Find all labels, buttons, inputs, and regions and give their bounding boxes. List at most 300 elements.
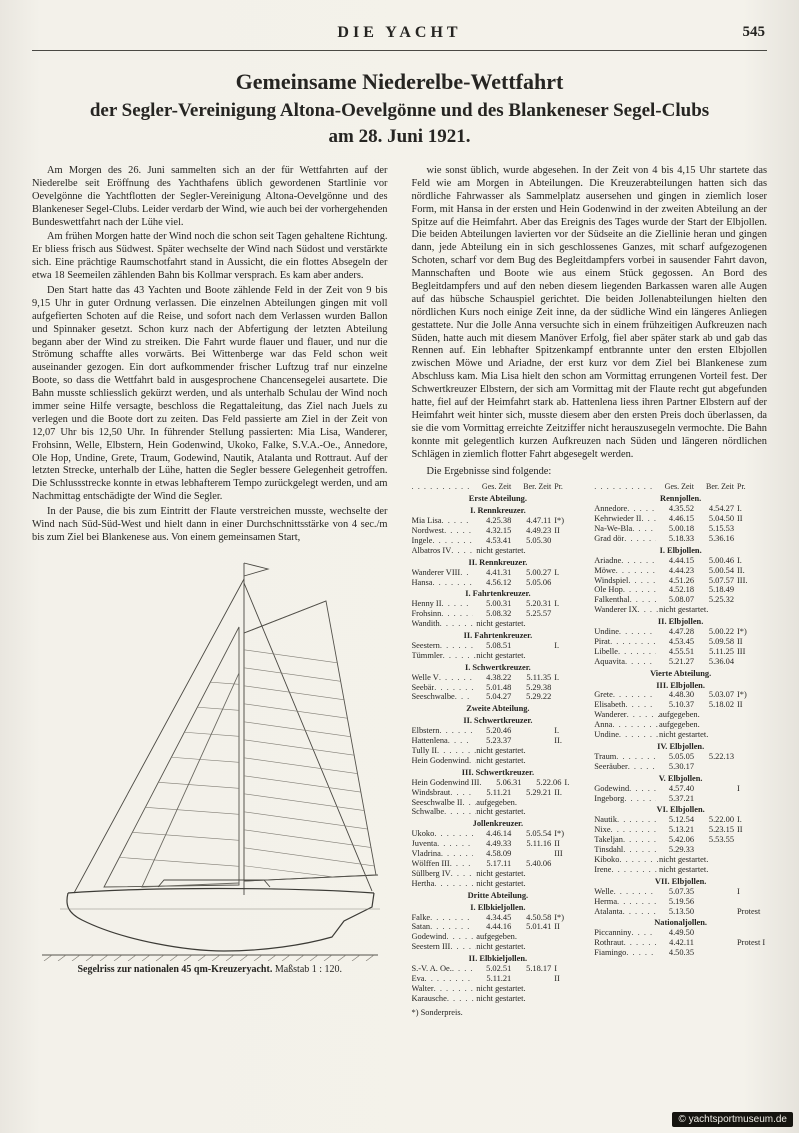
- dot-leader: [434, 984, 477, 994]
- results-footnote: *) Sonderpreis.: [411, 1007, 463, 1017]
- result-row: [412, 673, 585, 683]
- article-title-line1: Gemeinsame Niederelbe-Wettfahrt: [235, 69, 564, 94]
- result-row: [594, 938, 767, 948]
- dot-leader: [425, 974, 474, 984]
- right-column-text: [412, 165, 768, 461]
- ges-zeit-value: 4.38.22: [486, 672, 512, 682]
- boat-name: Karausche: [411, 993, 447, 1003]
- ges-zeit-value: 4.58.09: [486, 849, 512, 859]
- boat-name: Wanderer VIII: [411, 567, 461, 577]
- prize-value: I.: [564, 777, 570, 787]
- yacht-figure: [32, 553, 388, 976]
- dot-leader: [624, 938, 656, 948]
- dot-leader: [627, 504, 656, 514]
- ber-zeit-value: 4.47.11: [526, 516, 552, 526]
- dot-leader: [451, 869, 477, 879]
- result-note: nicht gestartet.: [476, 993, 526, 1003]
- result-row: [412, 788, 585, 798]
- boat-name: Ingele: [411, 535, 433, 545]
- result-row: [412, 798, 585, 808]
- ber-zeit-value: 5.07.57: [708, 575, 734, 585]
- prize-value: I: [737, 783, 740, 793]
- boat-name: Windspiel: [594, 575, 629, 585]
- ges-zeit-value: 4.25.38: [486, 516, 512, 526]
- boat-name: S.-V. A. Oe.: [411, 964, 452, 974]
- ges-zeit-value: 5.30.17: [668, 761, 694, 771]
- dot-leader: [443, 651, 477, 661]
- ges-zeit-value: 4.56.12: [486, 577, 512, 587]
- dot-leader: [610, 637, 656, 647]
- boat-name: Mia Lisa: [411, 516, 442, 526]
- result-note: nicht gestartet.: [476, 746, 526, 756]
- boat-name: Ole Hop: [594, 585, 623, 595]
- result-row: [594, 762, 767, 772]
- boat-name: Aquavita: [594, 656, 625, 666]
- result-row: [594, 730, 767, 740]
- ges-zeit-value: 4.34.45: [486, 912, 512, 922]
- result-section-heading: III. Elbjollen.: [656, 680, 705, 690]
- ges-zeit-value: 4.44.15: [668, 555, 694, 565]
- result-note: nicht gestartet.: [659, 605, 709, 615]
- boat-name: Undine: [594, 730, 619, 740]
- result-row: [594, 825, 767, 835]
- ber-zeit-value: 5.29.38: [526, 682, 552, 692]
- result-row: [412, 536, 585, 546]
- boat-name: Nautik: [594, 815, 618, 825]
- ges-zeit-value: 5.00.18: [668, 523, 694, 533]
- ges-zeit-value: 4.49.33: [486, 839, 512, 849]
- right-column: [412, 165, 768, 1018]
- ber-zeit-value: 5.18.49: [708, 585, 734, 595]
- prize-value: I*): [554, 516, 565, 526]
- ges-zeit-value: 5.01.48: [486, 682, 512, 692]
- ber-zeit-value: 4.49.23: [526, 525, 552, 535]
- boat-name: Rothraut: [594, 938, 624, 948]
- figure-caption-scale: Maßstab 1 : 120.: [274, 963, 343, 975]
- dot-leader: [460, 568, 473, 578]
- ges-zeit-value: 5.08.07: [668, 595, 694, 605]
- result-section-heading: Erste Abteilung.: [468, 494, 527, 504]
- result-row: [594, 524, 767, 534]
- ber-zeit-value: 5.25.32: [708, 595, 734, 605]
- ges-zeit-value: 5.29.33: [668, 845, 694, 855]
- dot-leader: [442, 516, 474, 526]
- result-section-heading: V. Elbjollen.: [658, 773, 703, 783]
- result-row: [412, 726, 585, 736]
- result-note: nicht gestartet.: [476, 878, 526, 888]
- ges-zeit-value: 5.08.51: [486, 640, 512, 650]
- dot-leader: [616, 752, 656, 762]
- result-section-heading: Vierte Abteilung.: [650, 668, 712, 678]
- ges-zeit-value: 4.48.30: [668, 690, 694, 700]
- dot-leader: [434, 829, 473, 839]
- result-section-heading: Jollenkreuzer.: [472, 819, 524, 829]
- results-column-right: [594, 482, 767, 1017]
- result-note: aufgegeben.: [659, 720, 700, 730]
- result-row: [412, 599, 585, 609]
- ges-zeit-value: 5.13.21: [668, 825, 694, 835]
- boat-name: Tümmler: [411, 650, 443, 660]
- boat-name: Schwalbe: [411, 807, 445, 817]
- ber-zeit-value: 5.11.16: [526, 839, 552, 849]
- ges-zeit-value: 4.57.40: [668, 783, 694, 793]
- result-row: [412, 839, 585, 849]
- result-row: [594, 637, 767, 647]
- prize-value: I: [737, 886, 740, 896]
- result-row: [594, 710, 767, 720]
- result-section-heading: I. Fahrtenkreuzer.: [465, 589, 531, 599]
- boat-name: Godewind: [411, 932, 447, 942]
- ber-zeit-value: 5.00.46: [708, 555, 734, 565]
- boat-name: Wandith: [411, 619, 440, 629]
- result-note: nicht gestartet.: [476, 545, 526, 555]
- prize-value: I.: [737, 555, 742, 565]
- dot-leader: [612, 720, 659, 730]
- result-row: [412, 526, 585, 536]
- boat-name: Seeschwalbe: [411, 692, 455, 702]
- boat-name: Seestern III: [411, 942, 451, 952]
- ber-zeit-value: 4.54.27: [708, 504, 734, 514]
- dot-leader: [444, 526, 473, 536]
- boat-name: Falke: [411, 912, 431, 922]
- pr-header: Pr.: [737, 482, 746, 492]
- ber-zeit-value: 5.29.22: [526, 692, 552, 702]
- ges-zeit-value: 4.32.15: [486, 525, 512, 535]
- ges-zeit-value: 4.53.45: [668, 636, 694, 646]
- dot-leader: [627, 710, 659, 720]
- prize-value: I.: [554, 672, 560, 682]
- ges-zeit-value: 4.46.14: [486, 829, 512, 839]
- prize-value: Protest I: [737, 938, 766, 948]
- dot-leader: [452, 964, 473, 974]
- boat-name: Welle: [594, 886, 614, 896]
- prize-value: II: [554, 525, 560, 535]
- ber-zeit-value: 5.11.35: [526, 672, 552, 682]
- dot-leader: [619, 730, 659, 740]
- result-row: [594, 504, 767, 514]
- boat-name: Libelle: [594, 646, 618, 656]
- result-section-heading: Dritte Abteilung.: [467, 890, 529, 900]
- results-intro: Die Ergebnisse sind folgende:: [426, 466, 552, 478]
- result-row: [594, 907, 767, 917]
- ber-zeit-value: 5.15.53: [708, 523, 734, 533]
- ges-zeit-value: 4.35.52: [668, 504, 694, 514]
- dot-leader: [442, 599, 474, 609]
- boat-name: Tinsdahl: [594, 845, 624, 855]
- result-row: [594, 534, 767, 544]
- ber-zeit-value: 5.22.00: [708, 815, 734, 825]
- ges-zeit-value: 5.07.35: [668, 886, 694, 896]
- boat-name: Godewind: [594, 783, 630, 793]
- boat-name: Grete: [594, 690, 613, 700]
- ges-zeit-value: 5.21.27: [668, 656, 694, 666]
- article-title-line2: der Segler-Vereinigung Altona-Oevelgönne und des Blankeneser Segel-Clubs: [89, 99, 710, 121]
- boat-name: Anna: [594, 720, 613, 730]
- dot-leader: [440, 619, 477, 629]
- result-row: [594, 784, 767, 794]
- results-column-header: [594, 482, 767, 492]
- prize-value: II.: [554, 736, 562, 746]
- prize-value: I*): [554, 829, 565, 839]
- boat-name: Wanderer IX: [594, 605, 638, 615]
- result-row: [412, 849, 585, 859]
- result-row: [594, 794, 767, 804]
- result-note: nicht gestartet.: [476, 755, 526, 765]
- ges-zeit-value: 4.44.23: [668, 565, 694, 575]
- ges-zeit-value: 4.55.51: [668, 646, 694, 656]
- dot-leader: [430, 922, 473, 932]
- dot-leader: [441, 609, 473, 619]
- ges-zeit-header: Ges. Zeit: [481, 482, 512, 492]
- dot-leader: [625, 657, 656, 667]
- boat-name: Seestern: [411, 640, 440, 650]
- ges-zeit-value: 5.11.21: [486, 787, 512, 797]
- result-section-heading: Zweite Abteilung.: [466, 704, 530, 714]
- boat-name: Ingeborg: [594, 793, 625, 803]
- ber-zeit-value: 5.36.04: [708, 656, 734, 666]
- result-section-heading: II. Rennkreuzer.: [468, 557, 528, 567]
- results-column-left: [412, 482, 585, 1017]
- result-row: [594, 514, 767, 524]
- results-tables: [412, 482, 768, 1017]
- result-section-heading: Nationaljollen.: [654, 918, 708, 928]
- result-row: [412, 516, 585, 526]
- ges-zeit-value: 4.51.26: [668, 575, 694, 585]
- ges-zeit-value: 5.37.21: [668, 793, 694, 803]
- pr-header: Pr.: [554, 482, 563, 492]
- boat-name: Hein Godenwind: [411, 755, 469, 765]
- dot-leader: [439, 673, 473, 683]
- boat-name: Na-We-Bla: [594, 523, 633, 533]
- dot-leader: [628, 576, 656, 586]
- paragraph: wie sonst üblich, wurde abgesehen. In der Zeit von 4 bis 4,15 Uhr startete das Feld wie am Morgen in Abteilungen. Die Kreuzerabteilungen hatten sich das nördliche Fahrwasser als Sammelplatz ausersehen und gingen in ziemlich loser Form, mit Hansa in der ersten und Hein Godenwind in der zweiten Abteilung an der Spitze auf die Heimfahrt. Aber das Ereignis des Tages wurde der Start der Elbjollen. Die beiden Abteilungen lavierten vor der Südseite an die Ziellinie heran und gingen dann, jede Abteilung ein in sich geschlossenes Ganzes, mit scharf aufgezogenen Schoten, scharf vor dem Bug des Begleitdampfers vorbei in sausender Fahrt davon, Mannschaften und Boote wie aus einem Stück gegossen. An Bord des Begleitdampfers und auf den neben diesem liegenden Barkassen waren alle Augen auf das hübsche Schauspiel gerichtet. Die beiden Jollenabteilungen hielten den nördlichen Kurs noch einige Zeit inne, da der südliche Wind ein längeres Anliegen gestattete. Nur die Jolle Anna versuchte sich in einem frühzeitigen Aufkreuzen nach Süden, hatte auch mit diesem Manöver Erfolg, fiel aber später stark ab und gab das Rennen auf. Ein lebhafter Spitzenkampf entbrannte unter den ersten Elbjollen zwischen Möwe und Ariadne, der erst kurz vor dem Ziel bei Blankenese zum Abschluss kam. Mia Lisa hielt den schon am Vormittag errungenen Vorteil fest. Der Schwertkreuzer Elbstern, der sich am Vormittag mit der Flaute recht gut abgefunden hatte, fiel auf der Heimfahrt stark ab. Hattenlena liess ihren Partner Elbstern auf der Heimfahrt weit hinter sich, musste diesem aber den ersten Preis doch überlassen, da sie die vom Vormittag erreichte Zeitziffer nicht herauszusegeln vermochte. Die Bahn konnte mit gelegentlich kurzen Aufkreuzen nach Süden und längeren nördlichen Schlägen in ziemlich flotter Fahrt abgesegelt werden.: [411, 164, 767, 460]
- boat-name: Welle V: [411, 672, 439, 682]
- dot-leader: [448, 736, 473, 746]
- ges-zeit-value: 5.10.37: [668, 700, 694, 710]
- ges-zeit-value: 4.52.18: [668, 585, 694, 595]
- dot-leader-hidden: [412, 482, 474, 492]
- boat-name: Wölffen III: [411, 858, 450, 868]
- result-note: nicht gestartet.: [476, 942, 526, 952]
- dot-leader: [641, 514, 656, 524]
- ges-zeit-value: 5.23.37: [486, 736, 512, 746]
- ges-zeit-value: 5.02.51: [486, 964, 512, 974]
- prize-value: Protest: [737, 906, 761, 916]
- ber-zeit-value: 5.22.13: [708, 751, 734, 761]
- ges-zeit-value: 5.42.06: [668, 835, 694, 845]
- dot-leader: [626, 948, 656, 958]
- ges-zeit-value: 5.13.50: [668, 906, 694, 916]
- two-column-body: [32, 165, 767, 1018]
- result-row: [594, 720, 767, 730]
- prize-value: II: [737, 514, 743, 524]
- ges-zeit-value: 4.50.35: [668, 948, 694, 958]
- prize-value: I.: [554, 726, 560, 736]
- result-row: [412, 869, 585, 879]
- ber-zeit-value: 5.11.25: [709, 646, 734, 656]
- result-row: [412, 879, 585, 889]
- boat-name: Herma: [594, 896, 618, 906]
- result-row: [594, 576, 767, 586]
- boat-name: Elisabeth: [594, 700, 626, 710]
- result-row: [412, 568, 585, 578]
- ber-zeit-value: 5.40.06: [526, 858, 552, 868]
- result-section-heading: I. Elbkieljollen.: [470, 902, 526, 912]
- yacht-segelriss-drawing: [38, 553, 382, 961]
- boat-name: Seeräuber: [594, 761, 628, 771]
- result-section-heading: II. Fahrtenkreuzer.: [463, 631, 533, 641]
- result-row: [594, 835, 767, 845]
- dot-leader: [614, 887, 656, 897]
- result-row: [594, 700, 767, 710]
- result-note: nicht gestartet.: [659, 854, 709, 864]
- result-row: [594, 887, 767, 897]
- boat-name: Grad dör: [594, 533, 625, 543]
- boat-name: Kiboko: [594, 854, 620, 864]
- result-row: [412, 683, 585, 693]
- prize-value: II.: [737, 565, 745, 575]
- prize-value: II: [737, 636, 743, 646]
- ber-zeit-value: 5.05.54: [526, 829, 552, 839]
- boat-name: Annedore: [594, 504, 628, 514]
- result-row: [412, 974, 585, 984]
- ber-zeit-header: Ber. Zeit: [706, 482, 734, 492]
- dot-leader: [446, 932, 476, 942]
- result-row: [412, 964, 585, 974]
- ber-zeit-value: 5.03.07: [708, 690, 734, 700]
- result-row: [412, 778, 585, 788]
- result-section-heading: I. Schwertkreuzer.: [464, 662, 531, 672]
- ges-zeit-header: Ges. Zeit: [664, 482, 694, 492]
- result-row: [412, 619, 585, 629]
- prize-value: II: [554, 973, 560, 983]
- ber-zeit-value: 5.23.15: [708, 825, 734, 835]
- ber-zeit-value: 5.01.41: [526, 922, 552, 932]
- result-section-heading: I. Elbjollen.: [659, 545, 702, 555]
- ges-zeit-value: 5.18.33: [668, 533, 694, 543]
- dot-leader-hidden: [594, 482, 656, 492]
- result-row: [412, 922, 585, 932]
- result-row: [594, 605, 767, 615]
- ber-zeit-value: 5.18.02: [708, 700, 734, 710]
- ges-zeit-value: 4.47.28: [668, 627, 694, 637]
- boat-name: Juventa: [411, 839, 438, 849]
- result-row: [594, 595, 767, 605]
- dot-leader: [430, 913, 473, 923]
- ber-zeit-value: 5.00.27: [526, 567, 552, 577]
- result-row: [594, 948, 767, 958]
- prize-value: I: [554, 964, 558, 974]
- boat-name: Fiamingo: [594, 948, 627, 958]
- ges-zeit-value: 5.12.54: [668, 815, 694, 825]
- ges-zeit-value: 5.05.05: [668, 751, 694, 761]
- masthead: [32, 24, 767, 46]
- dot-leader: [621, 556, 656, 566]
- ber-zeit-value: 5.05.06: [526, 577, 552, 587]
- result-row: [412, 546, 585, 556]
- ber-zeit-value: 5.36.16: [708, 533, 734, 543]
- dot-leader: [616, 566, 656, 576]
- prize-value: I.: [737, 815, 742, 825]
- dot-leader: [619, 627, 656, 637]
- article-title: [32, 67, 767, 151]
- ges-zeit-value: 4.53.41: [486, 535, 512, 545]
- results-column-header: [412, 482, 585, 492]
- dot-leader: [632, 524, 656, 534]
- boat-name: Eva: [411, 973, 425, 983]
- dot-leader: [629, 784, 656, 794]
- boat-name: Tully II: [411, 746, 438, 756]
- result-section-heading: III. Schwertkreuzer.: [461, 767, 535, 777]
- dot-leader: [630, 595, 656, 605]
- prize-value: I.: [554, 567, 560, 577]
- prize-value: II: [554, 922, 560, 932]
- dot-leader: [450, 859, 474, 869]
- ber-zeit-value: 5.00.22: [708, 627, 734, 637]
- result-row: [412, 859, 585, 869]
- boat-name: Pirat: [594, 636, 611, 646]
- ber-zeit-value: 5.00.54: [708, 565, 734, 575]
- result-note: nicht gestartet.: [476, 807, 526, 817]
- result-note: nicht gestartet.: [476, 650, 526, 660]
- result-note: aufgegeben.: [659, 710, 700, 720]
- result-section-heading: II. Schwertkreuzer.: [463, 716, 533, 726]
- result-row: [594, 897, 767, 907]
- dot-leader: [455, 692, 473, 702]
- paragraph: Am frühen Morgen hatte der Wind noch die schon seit Tagen gehaltene Richtung. Er bliess frisch aus Südwest. Später wechselte der Wind nach Südost und verstärkte sich. Eine prächtige Raumschotfahrt stand in Aussicht, die ein flottes Absegeln der etwa 18 Seemeilen zählenden Bahn bis Kollmar versprach. Es kam aber anders.: [32, 231, 388, 282]
- boat-name: Albatros IV: [411, 545, 452, 555]
- figure-caption: [32, 964, 388, 976]
- result-row: [594, 647, 767, 657]
- boat-name: Falkenthal: [594, 595, 630, 605]
- dot-leader: [432, 578, 473, 588]
- prize-value: III: [737, 646, 746, 656]
- ber-zeit-value: 5.29.21: [526, 787, 552, 797]
- dot-leader: [434, 879, 476, 889]
- ber-zeit-value: 5.09.58: [708, 636, 734, 646]
- result-row: [412, 756, 585, 766]
- prize-value: III.: [737, 575, 748, 585]
- result-row: [412, 942, 585, 952]
- dot-leader: [447, 994, 476, 1004]
- boat-name: Wanderer: [594, 710, 627, 720]
- boat-name: Möwe: [594, 565, 616, 575]
- dot-leader: [462, 798, 476, 808]
- ber-zeit-value: 4.50.58: [526, 912, 552, 922]
- ber-zeit-value: 5.22.06: [536, 777, 562, 787]
- result-note: nicht gestartet.: [476, 619, 526, 629]
- result-row: [412, 746, 585, 756]
- result-note: aufgegeben.: [476, 932, 517, 942]
- dot-leader: [623, 845, 656, 855]
- result-note: aufgegeben.: [476, 797, 517, 807]
- dot-leader: [618, 647, 656, 657]
- boat-name: Hansa: [411, 577, 433, 587]
- result-row: [412, 932, 585, 942]
- dot-leader: [613, 690, 656, 700]
- boat-name: Undine: [594, 627, 619, 637]
- ber-zeit-value: 5.20.31: [526, 599, 552, 609]
- dot-leader: [437, 839, 473, 849]
- result-row: [594, 815, 767, 825]
- dot-leader: [444, 807, 476, 817]
- ges-zeit-value: 5.08.32: [486, 609, 512, 619]
- result-row: [412, 651, 585, 661]
- result-note: nicht gestartet.: [476, 983, 526, 993]
- result-row: [412, 829, 585, 839]
- result-row: [412, 984, 585, 994]
- dot-leader: [623, 907, 656, 917]
